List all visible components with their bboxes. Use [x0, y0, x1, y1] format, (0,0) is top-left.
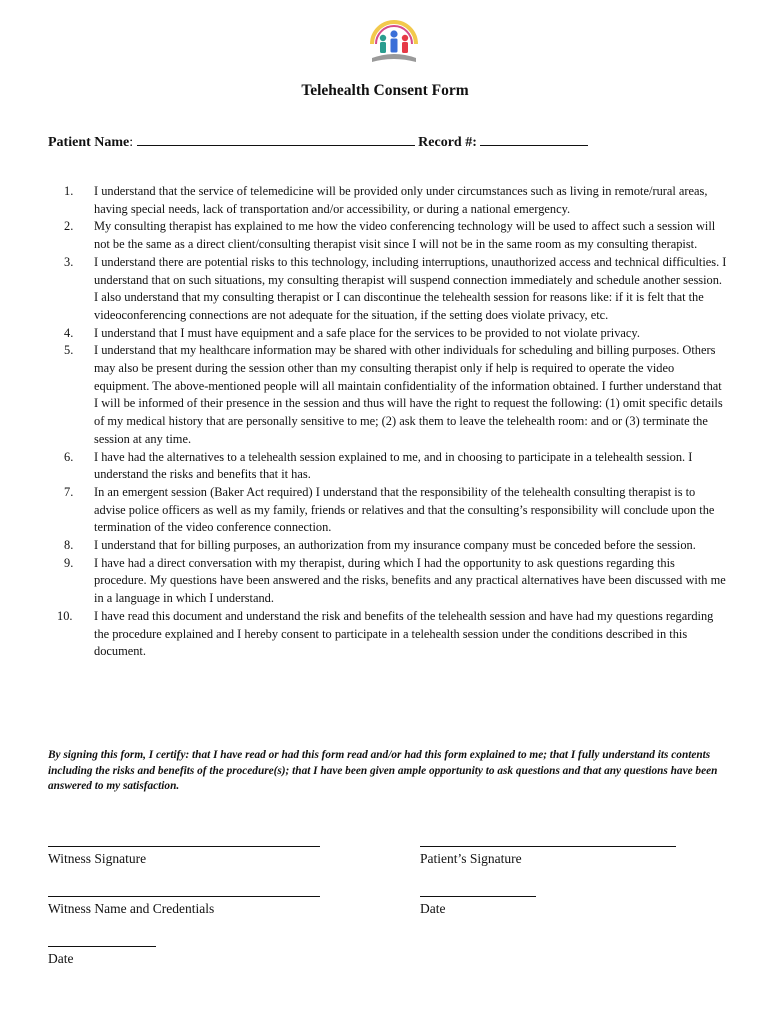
witness-name-block — [48, 896, 320, 917]
list-item — [48, 608, 728, 661]
witness-signature-line[interactable] — [48, 846, 320, 847]
witness-date-block — [48, 946, 156, 967]
list-item — [48, 342, 728, 448]
certification-statement: By signing this form, I certify: that I have read or had this form read and/or had this form explained to me; that I fully understand its contents including the risks and benefits of the procedure(s); that I have been given ample opportunity to ask questions and that any questions have been answered to my satisfaction. — [48, 749, 718, 793]
patient-date-line[interactable] — [420, 896, 536, 897]
list-item — [48, 218, 728, 253]
item-text: In an emergent session (Baker Act required) I understand that the responsibility of the telehealth consulting therapist is to advise police officers as well as my family, friends or relatives and that the consulting’s responsibility will conclude upon the termination of the video conference connection. — [94, 484, 715, 535]
list-item — [48, 183, 728, 218]
item-number: 9. — [64, 555, 74, 570]
item-number: 5. — [64, 343, 74, 358]
patient-signature-line[interactable] — [420, 846, 676, 847]
witness-name-label: Witness Name and Credentials — [48, 901, 215, 916]
form-title: Telehealth Consent Form — [301, 82, 469, 99]
item-text: I understand that my healthcare information may be shared with other individuals for scheduling and billing purposes. Others may also be present during the session other than my consulting therapist only if help is required to operate the video equipment. The above-mentioned people will all maintain confidentiality of the information obtained. I further understand that I will be informed of their presence in the session and thus will have the right to request the following: (1) omit specific details of my medical history that are personally sensitive to me; (2) ask them to leave the telehealth room: and or (3) terminate the session at any time. — [94, 343, 723, 446]
item-text: I have had a direct conversation with my therapist, during which I had the opportunity to ask questions regarding this procedure. My questions have been answered and the risks, benefits and any practical alternatives have been discussed with me in a language in which I understand. — [94, 555, 726, 606]
witness-date-line[interactable] — [48, 946, 156, 947]
item-number: 6. — [64, 449, 74, 464]
witness-name-line[interactable] — [48, 896, 320, 897]
consent-items-list — [48, 183, 728, 661]
item-number: 3. — [64, 254, 74, 269]
item-text: I understand there are potential risks to this technology, including interruptions, unauthorized access and technical difficulties. I understand that on such situations, my consulting therapist will suspend connection immediately and schedule another session. I also understand that my consulting therapist or I can discontinue the telehealth session for reasons like: if it is felt that the videoconferencing connections are not adequate for the situation, if the setting does violate privacy, etc. — [94, 254, 727, 322]
patient-name-label: Patient Name — [48, 135, 130, 150]
item-number: 10. — [57, 608, 73, 623]
list-item — [48, 325, 728, 343]
record-number-field[interactable] — [480, 132, 588, 146]
item-text: I have read this document and understand the risk and benefits of the telehealth session and have had my questions regarding the procedure explained and I hereby consent to participate in a telehealth session under the conditions described in this document. — [94, 608, 714, 659]
record-number-label: Record #: — [418, 135, 477, 150]
list-item — [48, 254, 728, 325]
item-text: I understand that for billing purposes, an authorization from my insurance company must be conceded before the session. — [94, 538, 696, 553]
patient-date-label: Date — [420, 901, 446, 916]
item-number: 8. — [64, 538, 74, 553]
witness-signature-block — [48, 846, 320, 867]
witness-signature-label: Witness Signature — [48, 851, 147, 866]
item-text: I have had the alternatives to a telehealth session explained to me, and in choosing to participate in a telehealth session. I understand the risks and benefits that it has. — [94, 449, 693, 482]
counseling-logo — [366, 14, 422, 68]
item-number: 7. — [64, 484, 74, 499]
list-item — [48, 537, 728, 555]
item-text: My consulting therapist has explained to me how the video conferencing technology will be used to affect such a session will not be the same as a direct client/consulting therapist visit since I will not be in the same room as my consulting therapist. — [94, 219, 716, 252]
list-item — [48, 555, 728, 608]
patient-signature-label: Patient’s Signature — [420, 851, 522, 866]
list-item — [48, 484, 728, 537]
patient-name-colon: : — [129, 135, 134, 150]
item-number: 2. — [64, 219, 74, 234]
item-text: I understand that the service of telemedicine will be provided only under circumstances such as living in remote/rural areas, having special needs, lack of transportation and/or accessibility, or during a national emergency. — [94, 184, 708, 216]
patient-date-block — [420, 896, 536, 917]
list-item — [48, 449, 728, 484]
item-text: I understand that I must have equipment and a safe place for the services to be provided to not violate privacy. — [94, 325, 640, 340]
patient-info-line — [48, 132, 588, 151]
item-number: 1. — [64, 184, 74, 198]
patient-signature-block — [420, 846, 676, 867]
witness-date-label: Date — [48, 951, 74, 966]
item-number: 4. — [64, 325, 74, 340]
patient-name-field[interactable] — [137, 132, 415, 146]
